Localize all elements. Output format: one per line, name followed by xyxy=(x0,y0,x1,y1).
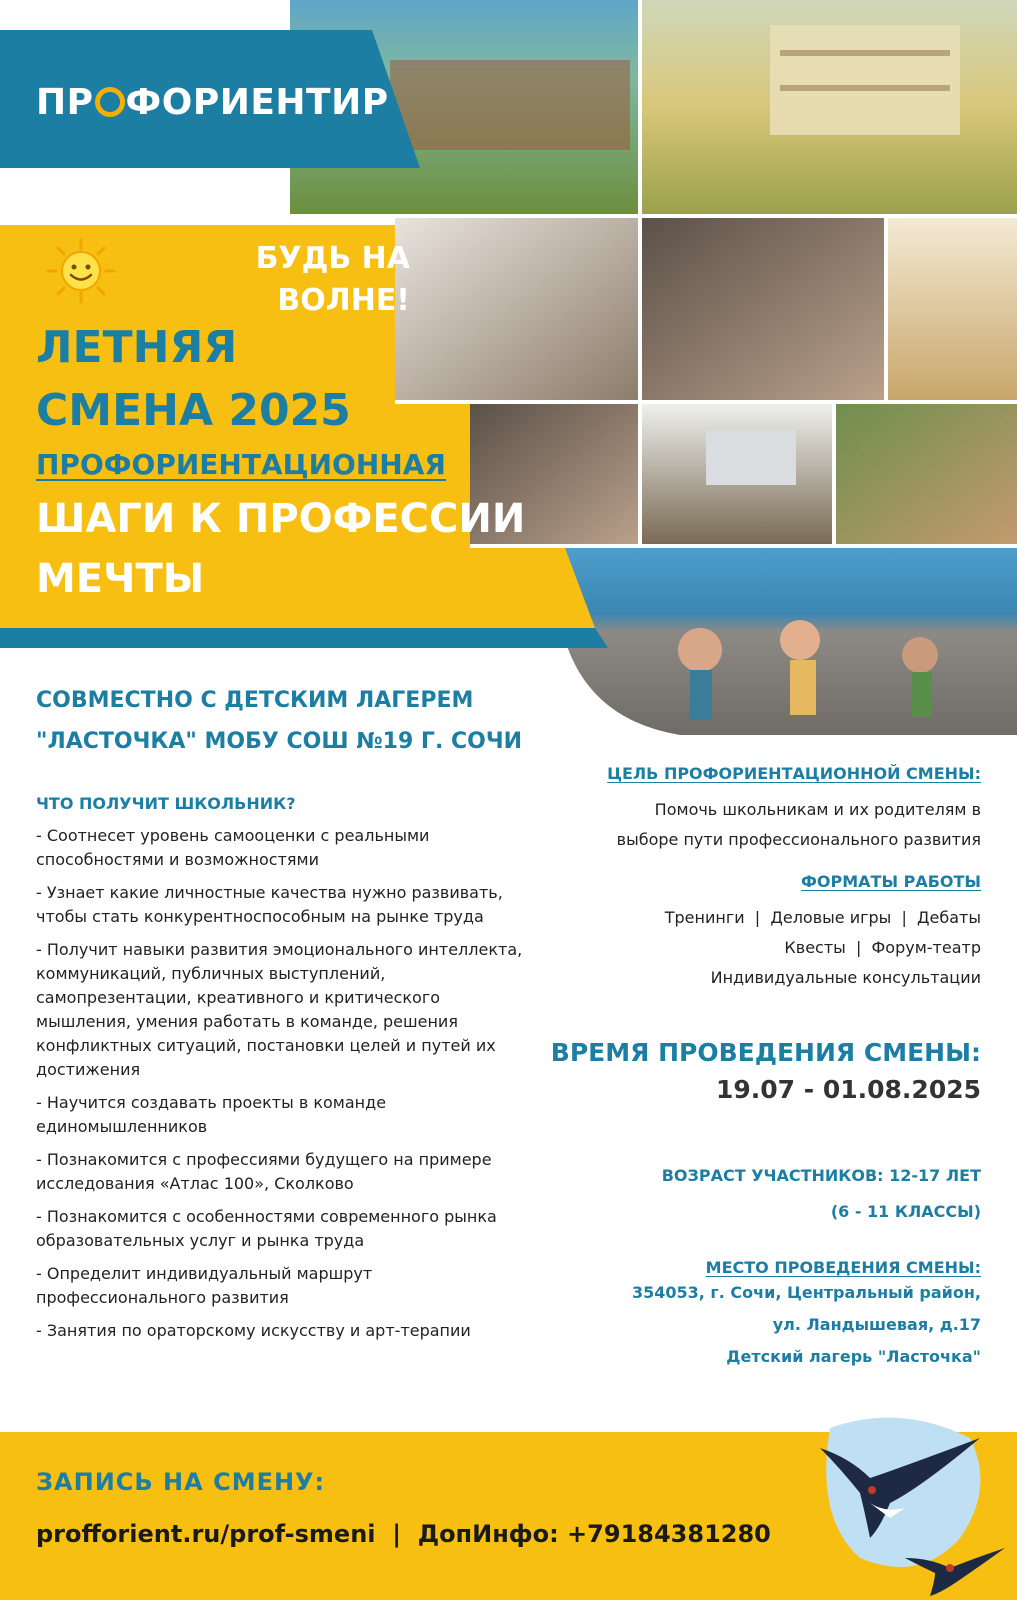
brand-logo xyxy=(36,82,389,123)
goal-section xyxy=(541,764,981,855)
formats-line-1: Тренинги | Деловые игры | Дебаты xyxy=(664,908,981,927)
partner-line-2: "ЛАСТОЧКА" МОБУ СОШ №19 Г. СОЧИ xyxy=(36,729,523,754)
footer-title: ЗАПИСЬ НА СМЕНУ: xyxy=(36,1468,326,1496)
sun-icon xyxy=(36,236,126,306)
benefit-item: - Занятия по ораторскому искусству и арт-терапии xyxy=(36,1321,471,1340)
age-line-1: ВОЗРАСТ УЧАСТНИКОВ: 12-17 ЛЕТ xyxy=(661,1166,981,1185)
formats-section xyxy=(541,872,981,993)
schedule-section xyxy=(541,1038,981,1104)
slogan-line-2: ВОЛНЕ! xyxy=(277,283,410,318)
schedule-heading: ВРЕМЯ ПРОВЕДЕНИЯ СМЕНЫ: xyxy=(550,1038,981,1067)
location-line-1: 354053, г. Сочи, Центральный район, xyxy=(631,1283,981,1302)
subtitle: ПРОФОРИЕНТАЦИОННАЯ xyxy=(36,448,446,481)
benefit-item: - Получит навыки развития эмоционального интеллекта, коммуникаций, публичных выступлений, самопрезентации, креативного и критического мышления, умения работать в команде, решения конфликтных ситуаций, постановки целей и путей их достижения xyxy=(36,940,523,1079)
logo-ring-icon xyxy=(95,87,125,117)
benefit-item: - Соотнесет уровень самооценки с реальными способностями и возможностями xyxy=(36,826,430,869)
age-line-2: (6 - 11 КЛАССЫ) xyxy=(830,1202,981,1221)
benefits-section xyxy=(36,792,526,1352)
logo-prefix: ПР xyxy=(36,82,94,123)
motto-line-1: ШАГИ К ПРОФЕССИИ xyxy=(36,496,526,542)
goal-line-1: Помочь школьникам и их родителям в xyxy=(654,800,981,819)
logo-suffix: ФОРИЕНТИР xyxy=(125,82,389,123)
goal-line-2: выборе пути профессионального развития xyxy=(616,830,981,849)
motto-line-2: МЕЧТЫ xyxy=(36,556,205,602)
goal-heading: ЦЕЛЬ ПРОФОРИЕНТАЦИОННОЙ СМЕНЫ: xyxy=(607,764,981,783)
formats-heading: ФОРМАТЫ РАБОТЫ xyxy=(801,872,981,891)
location-line-3: Детский лагерь "Ласточка" xyxy=(726,1347,981,1366)
benefit-item: - Узнает какие личностные качества нужно развивать, чтобы стать конкурентноспособным на рынке труда xyxy=(36,883,503,926)
formats-line-3: Индивидуальные консультации xyxy=(710,968,981,987)
benefit-item: - Познакомится с профессиями будущего на примере исследования «Атлас 100», Сколково xyxy=(36,1150,492,1193)
location-section xyxy=(541,1258,981,1373)
benefit-item: - Научится создавать проекты в команде единомышленников xyxy=(36,1093,387,1136)
formats-line-2: Квесты | Форум-театр xyxy=(784,938,981,957)
benefits-heading: ЧТО ПОЛУЧИТ ШКОЛЬНИК? xyxy=(36,794,296,813)
partner-line-1: СОВМЕСТНО С ДЕТСКИМ ЛАГЕРЕМ xyxy=(36,688,474,713)
footer-contact-link[interactable]: profforient.ru/prof-smeni | ДопИнфо: +79184381280 xyxy=(36,1520,771,1548)
benefit-item: - Познакомится с особенностями современного рынка образовательных услуг и рынка труда xyxy=(36,1207,497,1250)
slogan-line-1: БУДЬ НА xyxy=(255,241,410,276)
title-line-2: СМЕНА 2025 xyxy=(36,385,351,436)
location-line-2: ул. Ландышевая, д.17 xyxy=(772,1315,981,1334)
age-section xyxy=(541,1160,981,1228)
schedule-dates: 19.07 - 01.08.2025 xyxy=(715,1075,981,1104)
slogan xyxy=(200,238,410,322)
benefit-item: - Определит индивидуальный маршрут профессионального развития xyxy=(36,1264,373,1307)
location-heading: МЕСТО ПРОВЕДЕНИЯ СМЕНЫ: xyxy=(705,1258,981,1277)
swallows-icon xyxy=(810,1408,1010,1598)
title-line-1: ЛЕТНЯЯ xyxy=(36,322,238,373)
